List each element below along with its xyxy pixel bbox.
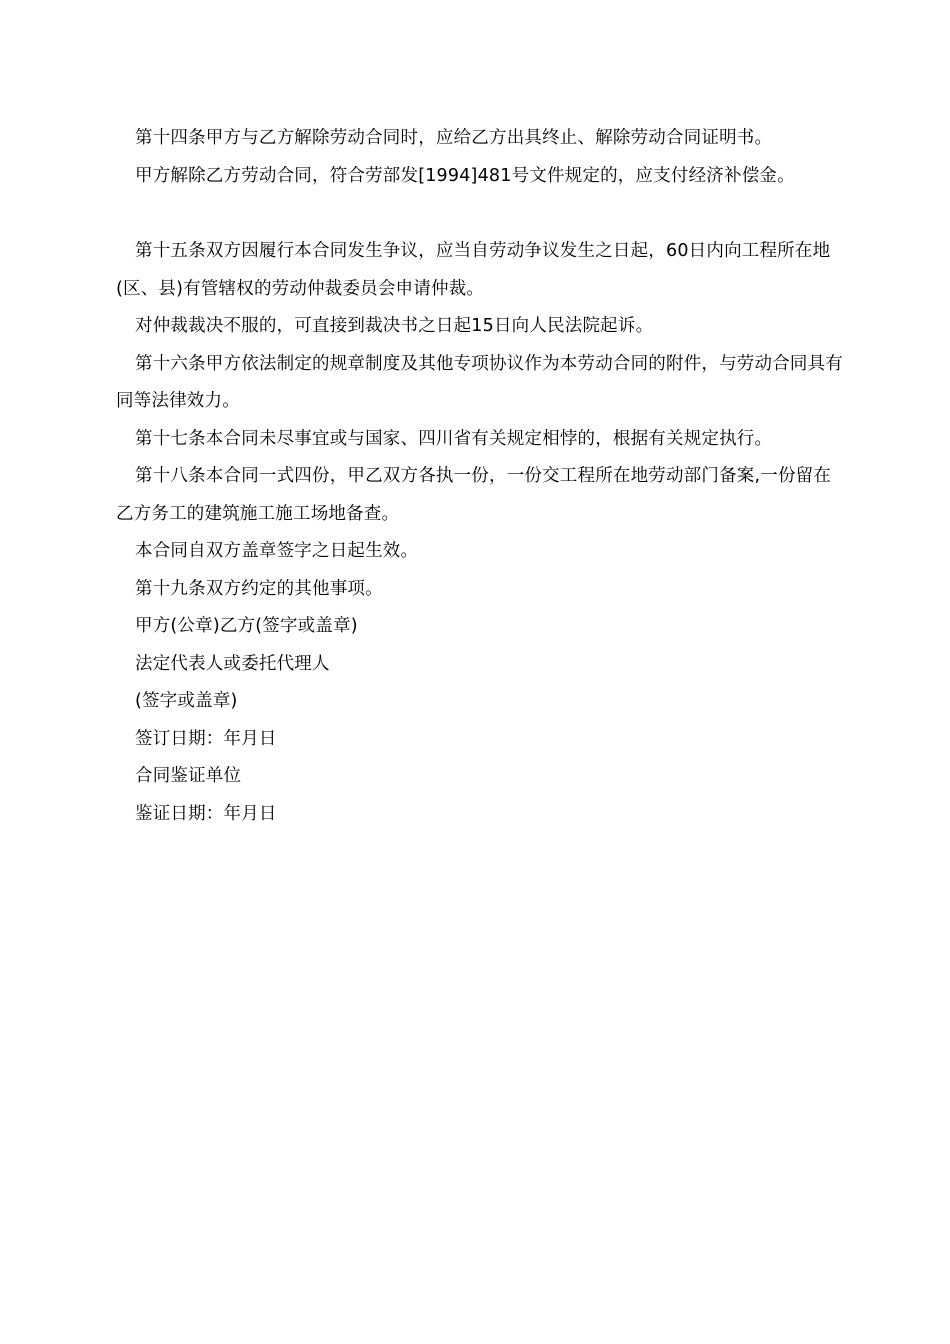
article-19-paragraph: 第十九条双方约定的其他事项。 (135, 578, 383, 599)
verification-unit-line: 合同鉴证单位 (135, 766, 242, 786)
article-15-paragraph: 第十五条双方因履行本合同发生争议，应当自劳动争议发生之日起，60日内向工程所在地(区、县)有管辖权的劳动仲裁委员会申请仲裁。 (116, 241, 831, 299)
article-14-paragraph: 第十四条甲方与乙方解除劳动合同时，应给乙方出具终止、解除劳动合同证明书。 (135, 128, 773, 148)
article-17-paragraph: 第十七条本合同未尽事宜或与国家、四川省有关规定相悖的，根据有关规定执行。 (135, 428, 773, 449)
document-body (116, 120, 846, 833)
article-18-paragraph: 第十八条本合同一式四份，甲乙双方各执一份，一份交工程所在地劳动部门备案,一份留在乙方务工的建筑施工施工场地备查。 (116, 466, 832, 524)
party-signature-line: 甲方(公章)乙方(签字或盖章) (135, 616, 358, 636)
verification-date-line: 鉴证日期：年月日 (135, 803, 277, 824)
representative-line: 法定代表人或委托代理人 (135, 653, 330, 674)
paragraph-spacer (116, 195, 846, 233)
article-16-paragraph: 第十六条甲方依法制定的规章制度及其他专项协议作为本劳动合同的附件，与劳动合同具有同等法律效力。 (116, 353, 843, 411)
effective-date-paragraph: 本合同自双方盖章签字之日起生效。 (135, 541, 419, 561)
signing-date-line: 签订日期：年月日 (135, 728, 277, 749)
severance-paragraph: 甲方解除乙方劳动合同，符合劳部发[1994]481号文件规定的，应支付经济补偿金。 (135, 165, 795, 186)
sign-or-seal-line: (签字或盖章) (135, 691, 238, 711)
arbitration-appeal-paragraph: 对仲裁裁决不服的，可直接到裁决书之日起15日向人民法院起诉。 (135, 316, 654, 336)
